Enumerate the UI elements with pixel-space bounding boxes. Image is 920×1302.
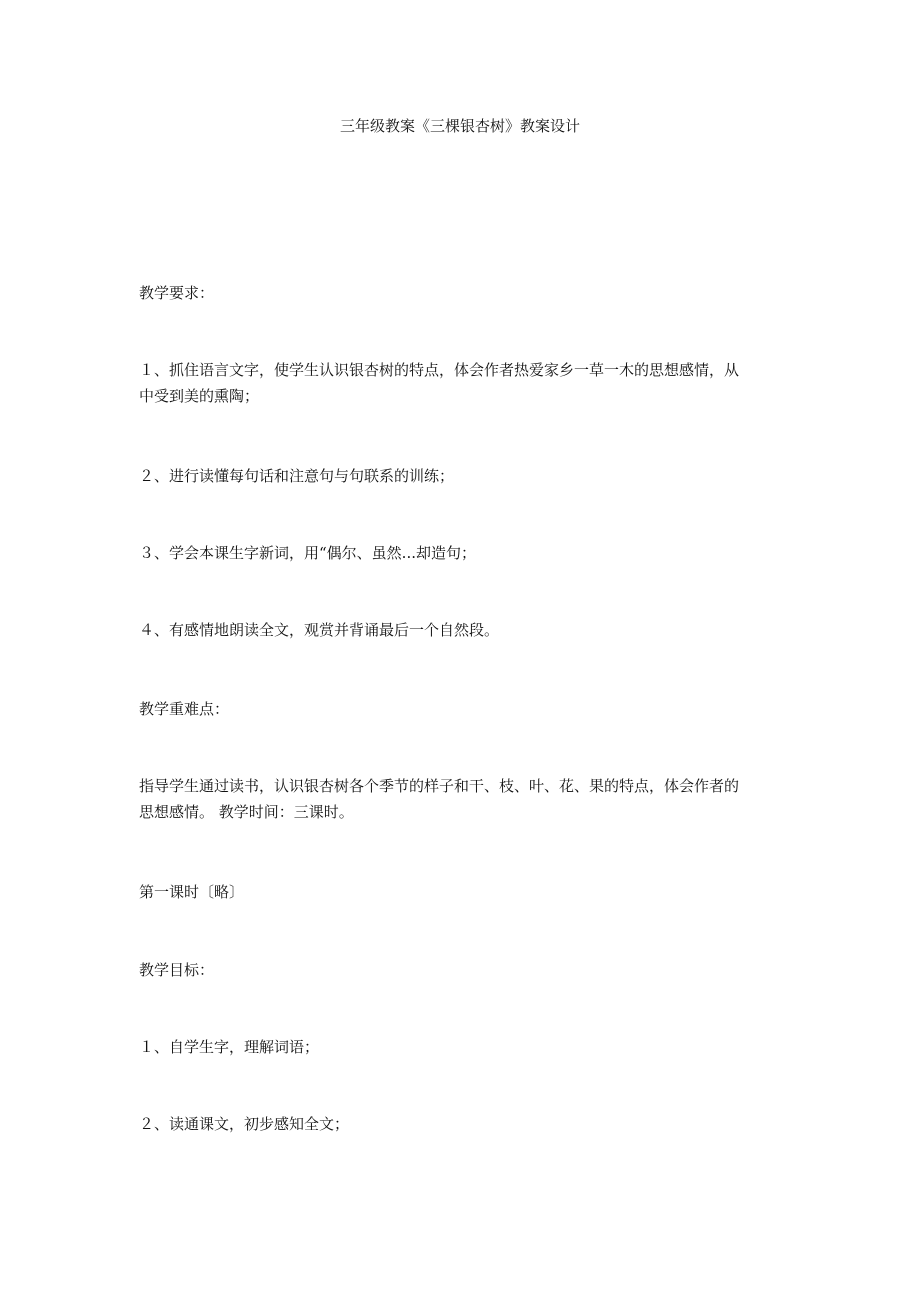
- requirement-item-1: [139, 357, 784, 409]
- requirement-item-1-line-2: 中受到美的熏陶；: [139, 387, 260, 405]
- teaching-requirements-heading: 教学要求：: [139, 284, 215, 302]
- requirement-item-3: ３、学会本课生字新词，用“偶尔、虽然...却造句；: [139, 544, 476, 562]
- goal-item-2: ２、读通课文，初步感知全文；: [139, 1115, 350, 1133]
- requirement-item-2: ２、进行读懂每句话和注意句与句联系的训练；: [139, 467, 455, 485]
- document-title: 三年级教案《三棵银杏树》教案设计: [339, 117, 580, 135]
- teaching-goals-heading: 教学目标：: [139, 961, 215, 979]
- key-points-heading: 教学重难点：: [139, 700, 230, 718]
- first-lesson-heading: 第一课时〔略〕: [139, 883, 245, 901]
- key-points-body: [139, 773, 784, 825]
- requirement-item-4: ４、有感情地朗读全文，观赏并背诵最后一个自然段。: [139, 621, 500, 639]
- key-points-body-line-2: 思想感情。 教学时间：三课时。: [139, 803, 354, 821]
- goal-item-1: １、自学生字，理解词语；: [139, 1038, 320, 1056]
- requirement-item-1-line-1: １、抓住语言文字，使学生认识银杏树的特点，体会作者热爱家乡一草一木的思想感情，从: [139, 361, 740, 379]
- key-points-body-line-1: 指导学生通过读书，认识银杏树各个季节的样子和干、枝、叶、花、果的特点，体会作者的: [139, 777, 740, 795]
